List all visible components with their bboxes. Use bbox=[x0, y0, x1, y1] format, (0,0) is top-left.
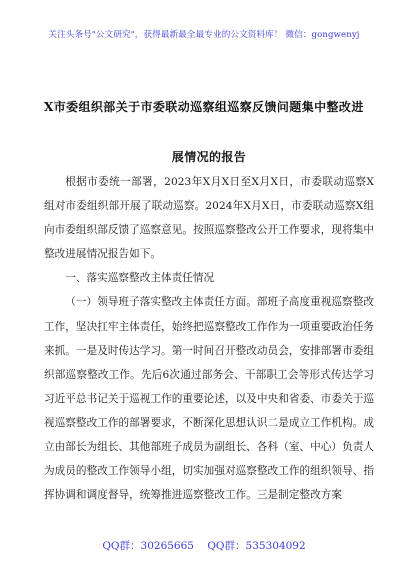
body-paragraph: （一）领导班子落实整改主体责任方面。部班子高度重视巡察整改工作，坚决扛牢主体责任，始终把巡察整改工作作为一项重要政治任务来抓。一是及时传达学习。第一时间召开整改动员会，安排部署市委组织部巡察整改工作。先后6次通过部务会、干部职工会等形式传达学习习近平总书记关于巡视工作的重要论述，以及中央和省委、市委关于巡视巡察整改工作的部署要求，不断深化思想认识二是成立工作机构。成立由部长为组长、其他部班子成员为副组长、各科（室、中心）负责人为成员的整改工作领导小组，切实加强对巡察整改工作的组织领导、指挥协调和调度督导，统筹推进巡察整改工作。三是制定整改方案 bbox=[44, 296, 374, 502]
footer-qq-group-2: QQ群：535304092 bbox=[207, 540, 306, 552]
document-title-line-2: 展情况的报告 bbox=[171, 150, 247, 164]
footer-contact bbox=[0, 538, 408, 553]
section-heading: 一、落实巡察整改主体责任情况 bbox=[65, 272, 215, 285]
document-body bbox=[44, 170, 374, 507]
footer-qq-group-1: QQ群：30265665 bbox=[102, 540, 194, 552]
intro-paragraph: 根据市委统一部署，2023年X月X日至X月X日，市委联动巡察X组对市委组织部开展了联动巡察。2024年X月X日，市委联动巡察X组向市委组织部反馈了巡察意见。按照巡察整改公开工作要求，现将集中整改进展情况报告如下。 bbox=[44, 176, 374, 261]
document-title-line-1: X市委组织部关于市委联动巡察组巡察反馈问题集中整改进 bbox=[44, 100, 364, 114]
header-notice: 关注头条号"公文研究"，获得最新最全最专业的公文资料库！ 微信：gongwenyj bbox=[48, 30, 360, 40]
document-title bbox=[44, 98, 374, 165]
